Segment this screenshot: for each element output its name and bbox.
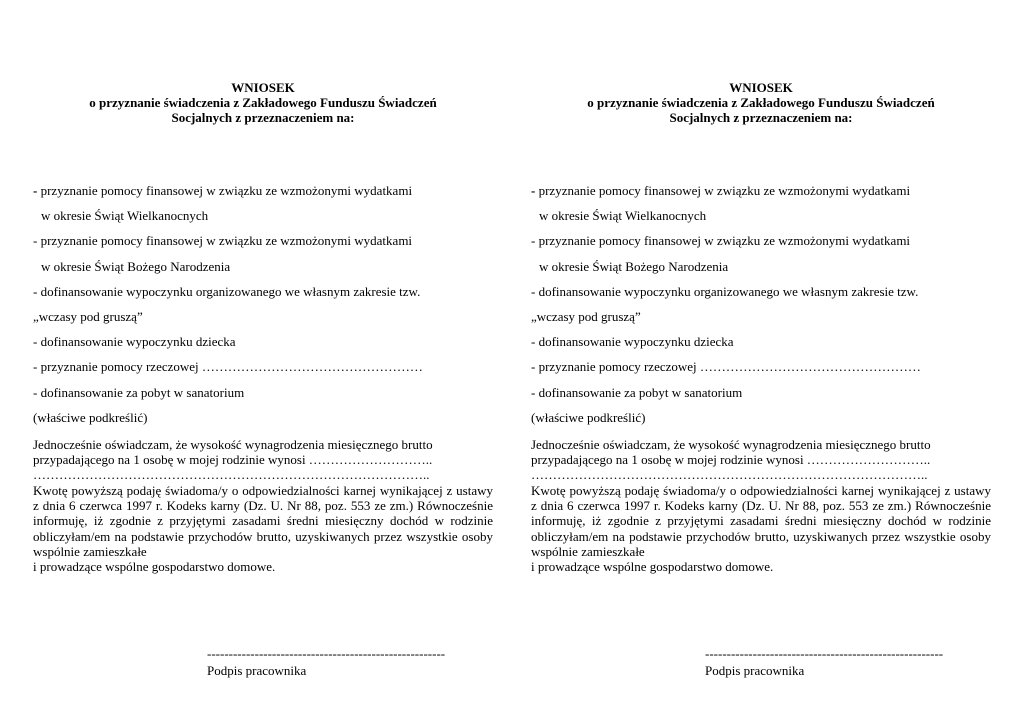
declaration-line-1: Jednocześnie oświadczam, że wysokość wynagrodzenia miesięcznego brutto <box>33 436 433 452</box>
options-instruction: (właściwe podkreślić) <box>531 409 646 425</box>
options-instruction: (właściwe podkreślić) <box>33 409 148 425</box>
signature-label: Podpis pracownika <box>705 663 805 678</box>
option-easter-aid-continued: w okresie Świąt Wielkanocnych <box>41 208 209 224</box>
option-christmas-aid-continued: w okresie Świąt Bożego Narodzenia <box>41 258 231 274</box>
option-holiday-subsidy-continued: „wczasy pod gruszą” <box>33 308 143 324</box>
signature-block <box>705 645 943 679</box>
purpose-options-list <box>33 182 493 434</box>
declaration-last-line: i prowadzące wspólne gospodarstwo domowe. <box>531 559 774 575</box>
declaration-income-field: przypadającego na 1 osobę w mojej rodzinie wynosi ……………………….. <box>531 452 931 468</box>
signature-block <box>207 645 445 679</box>
form-subtitle-line-2: Socjalnych z przeznaczeniem na: <box>171 110 355 125</box>
option-material-aid: - przyznanie pomocy rzeczowej …………………………………………… <box>531 359 921 375</box>
declaration-income-field: przypadającego na 1 osobę w mojej rodzinie wynosi ……………………….. <box>33 452 433 468</box>
form-subtitle-line-1: o przyznanie świadczenia z Zakładowego Funduszu Świadczeń <box>587 95 935 110</box>
income-declaration <box>33 437 493 575</box>
declaration-body: Kwotę powyższą podaję świadoma/y o odpowiedzialności karnej wynikającej z ustawy z dnia 6 czerwca 1997 r. Kodeks karny (Dz. U. Nr 88, poz. 553 ze zm.) Równocześnie informuję, iż zgodnie z przyjętymi zasadami średni miesięczny dochód w rodzinie obliczyłam/em na podstawie przychodów brutto, uzyskiwanych przez wszystkie osoby wspólnie zamieszkałe <box>531 482 991 559</box>
option-material-aid: - przyznanie pomocy rzeczowej …………………………………………… <box>33 359 423 375</box>
purpose-options-list <box>531 182 991 434</box>
option-holiday-subsidy: - dofinansowanie wypoczynku organizowanego we własnym zakresie tzw. <box>33 283 421 299</box>
declaration-body: Kwotę powyższą podaję świadoma/y o odpowiedzialności karnej wynikającej z ustawy z dnia 6 czerwca 1997 r. Kodeks karny (Dz. U. Nr 88, poz. 553 ze zm.) Równocześnie informuję, iż zgodnie z przyjętymi zasadami średni miesięczny dochód w rodzinie obliczyłam/em na podstawie przychodów brutto, uzyskiwanych przez wszystkie osoby wspólnie zamieszkałe <box>33 482 493 559</box>
application-form-left <box>33 80 493 678</box>
declaration-last-line: i prowadzące wspólne gospodarstwo domowe. <box>33 559 276 575</box>
option-sanatorium: - dofinansowanie za pobyt w sanatorium <box>33 384 245 400</box>
form-title: WNIOSEK <box>729 80 793 95</box>
income-declaration <box>531 437 991 575</box>
option-christmas-aid-continued: w okresie Świąt Bożego Narodzenia <box>539 258 729 274</box>
declaration-dotted-line: ……………………………………………………………………………….. <box>531 467 928 483</box>
option-easter-aid: - przyznanie pomocy finansowej w związku ze wzmożonymi wydatkami <box>33 183 413 198</box>
option-child-holiday: - dofinansowanie wypoczynku dziecka <box>33 334 236 350</box>
option-easter-aid: - przyznanie pomocy finansowej w związku ze wzmożonymi wydatkami <box>531 183 911 198</box>
signature-line: ------------------------------------------------------- <box>207 646 446 661</box>
option-sanatorium: - dofinansowanie za pobyt w sanatorium <box>531 384 743 400</box>
option-holiday-subsidy: - dofinansowanie wypoczynku organizowanego we własnym zakresie tzw. <box>531 283 919 299</box>
form-title: WNIOSEK <box>231 80 295 95</box>
signature-line: ------------------------------------------------------- <box>705 646 944 661</box>
form-header <box>33 80 493 125</box>
option-easter-aid-continued: w okresie Świąt Wielkanocnych <box>539 208 707 224</box>
application-form-right <box>531 80 991 678</box>
declaration-line-1: Jednocześnie oświadczam, że wysokość wynagrodzenia miesięcznego brutto <box>531 436 931 452</box>
declaration-dotted-line: ……………………………………………………………………………….. <box>33 467 430 483</box>
signature-label: Podpis pracownika <box>207 663 307 678</box>
option-holiday-subsidy-continued: „wczasy pod gruszą” <box>531 308 641 324</box>
option-christmas-aid: - przyznanie pomocy finansowej w związku ze wzmożonymi wydatkami <box>33 233 413 249</box>
form-subtitle-line-1: o przyznanie świadczenia z Zakładowego Funduszu Świadczeń <box>89 95 437 110</box>
option-child-holiday: - dofinansowanie wypoczynku dziecka <box>531 334 734 350</box>
form-header <box>531 80 991 125</box>
option-christmas-aid: - przyznanie pomocy finansowej w związku ze wzmożonymi wydatkami <box>531 233 911 249</box>
form-subtitle-line-2: Socjalnych z przeznaczeniem na: <box>669 110 853 125</box>
